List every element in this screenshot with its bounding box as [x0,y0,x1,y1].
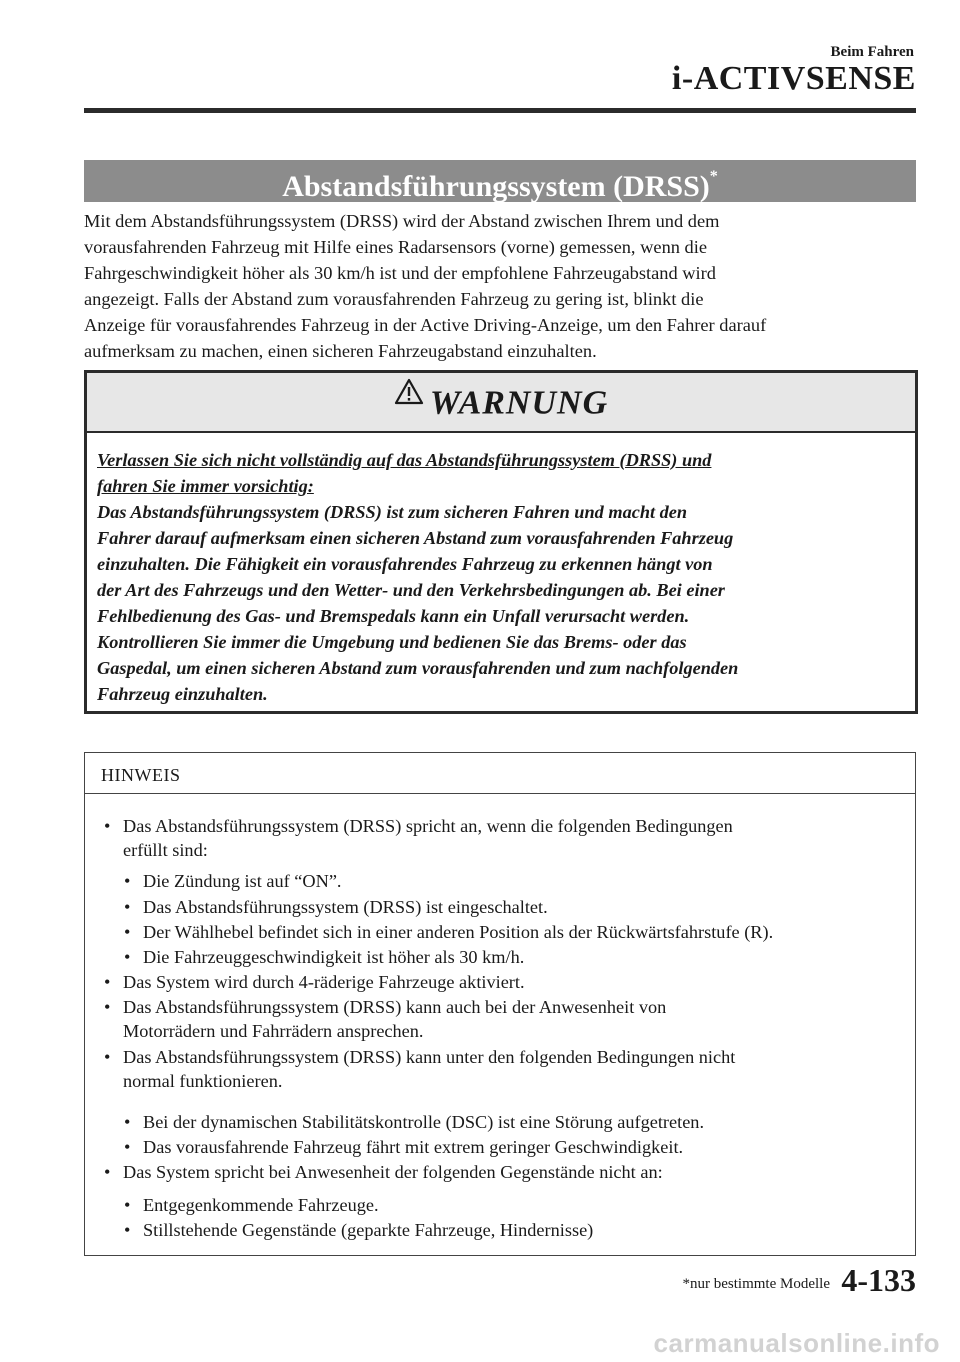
note-item [104,1045,736,1069]
note-text: Bei der dynamischen Stabilitätskontrolle (DSC) ist eine Störung aufgetreten. [143,1112,705,1132]
intro-line: Anzeige für vorausfahrendes Fahrzeug in der Active Driving-Anzeige, um den Fahrer darauf [84,315,767,335]
note-text: Das System wird durch 4-räderige Fahrzeuge aktiviert. [123,972,525,992]
note-subitem [124,1193,379,1217]
bullet: • [104,1162,111,1182]
note-text: Das Abstandsführungssystem (DRSS) spricht an, wenn die folgenden Bedingungen [123,816,733,836]
note-title: HINWEIS [85,753,915,794]
warning-line: Das Abstandsführungssystem (DRSS) ist zum sicheren Fahren und macht den [97,502,688,522]
header-rule [84,108,916,113]
note-box [84,752,916,1256]
model-marker: * [709,168,718,185]
warning-triangle-icon [394,371,424,431]
note-text: erfüllt sind: [123,840,208,860]
note-item [104,1160,663,1184]
note-subitem [124,1110,705,1134]
warning-line: Fehlbedienung des Gas- und Bremspedals kann ein Unfall verursacht werden. [97,606,690,626]
bullet: • [124,1137,131,1157]
bullet: • [124,1220,131,1240]
warning-line: der Art des Fahrzeugs und den Wetter- und den Verkehrsbedingungen ab. Bei einer [97,580,725,600]
warning-line: Fahrer darauf aufmerksam einen sicheren Abstand zum vorausfahrenden Fahrzeug [97,528,734,548]
page-number: 4-133 [841,1262,916,1298]
note-text: Das Abstandsführungssystem (DRSS) kann unter den folgenden Bedingungen nicht [123,1047,736,1067]
note-subitem [124,1218,594,1242]
bullet: • [124,922,131,942]
note-text: Der Wählhebel befindet sich in einer anderen Position als der Rückwärtsfahrstufe (R). [143,922,774,942]
intro-line: Fahrgeschwindigkeit höher als 30 km/h ist und der empfohlene Fahrzeugabstand wird [84,263,716,283]
warning-heading-line: Verlassen Sie sich nicht vollständig auf das Abstandsführungssystem (DRSS) und [97,450,712,470]
bullet: • [124,947,131,967]
bullet: • [124,1112,131,1132]
warning-header [87,373,915,433]
watermark: carmanualsonline.info [653,1328,940,1358]
bullet: • [124,897,131,917]
section-title: Abstandsführungssystem (DRSS) [282,170,710,203]
note-item-continuation [123,838,208,862]
bullet: • [104,1047,111,1067]
bullet: • [104,997,111,1017]
note-item [104,995,667,1019]
warning-line: Fahrzeug einzuhalten. [97,684,268,704]
note-text: normal funktionieren. [123,1071,283,1091]
note-text: Das vorausfahrende Fahrzeug fährt mit extrem geringer Geschwindigkeit. [143,1137,684,1157]
intro-line: aufmerksam zu machen, einen sicheren Fahrzeugabstand einzuhalten. [84,341,597,361]
warning-line: einzuhalten. Die Fähigkeit ein vorausfahrendes Fahrzeug zu erkennen hängt von [97,554,713,574]
note-text: Die Zündung ist auf “ON”. [143,871,342,891]
note-item-continuation [123,1069,282,1093]
note-text: Entgegenkommende Fahrzeuge. [143,1195,379,1215]
section-title-bar [84,160,916,202]
note-text: Das System spricht bei Anwesenheit der folgenden Gegenstände nicht an: [123,1162,663,1182]
note-subitem [124,1135,684,1159]
warning-line: Kontrollieren Sie immer die Umgebung und bedienen Sie das Brems- oder das [97,632,687,652]
warning-heading-line: fahren Sie immer vorsichtig: [97,476,314,496]
note-item [104,814,733,838]
bullet: • [104,816,111,836]
note-text: Die Fahrzeuggeschwindigkeit ist höher als 30 km/h. [143,947,525,967]
note-subitem [124,869,342,893]
note-subitem [124,945,525,969]
intro-line: vorausfahrenden Fahrzeug mit Hilfe eines Radarsensors (vorne) gemessen, wenn die [84,237,708,257]
note-text: Stillstehende Gegenstände (geparkte Fahrzeuge, Hindernisse) [143,1220,594,1240]
note-subitem [124,920,774,944]
note-item [104,970,525,994]
note-text: Das Abstandsführungssystem (DRSS) ist eingeschaltet. [143,897,548,917]
warning-box [84,370,918,714]
bullet: • [124,871,131,891]
bullet: • [124,1195,131,1215]
warning-line: Gaspedal, um einen sicheren Abstand zum vorausfahrenden und zum nachfolgenden [97,658,739,678]
header-section: Beim Fahren [830,44,914,60]
footnote: *nur bestimmte Modelle [682,1276,830,1292]
chapter-title: i-ACTIVSENSE [671,60,916,97]
intro-line: angezeigt. Falls der Abstand zum vorausfahrenden Fahrzeug zu gering ist, blinkt die [84,289,704,309]
intro-line: Mit dem Abstandsführungssystem (DRSS) wird der Abstand zwischen Ihrem und dem [84,211,720,231]
warning-body [87,433,915,707]
note-text: Motorrädern und Fahrrädern ansprechen. [123,1021,424,1041]
bullet: • [104,972,111,992]
note-text: Das Abstandsführungssystem (DRSS) kann auch bei der Anwesenheit von [123,997,667,1017]
note-item-continuation [123,1019,424,1043]
note-subitem [124,895,548,919]
warning-title: WARNUNG [429,384,609,422]
intro-paragraph [84,208,919,364]
